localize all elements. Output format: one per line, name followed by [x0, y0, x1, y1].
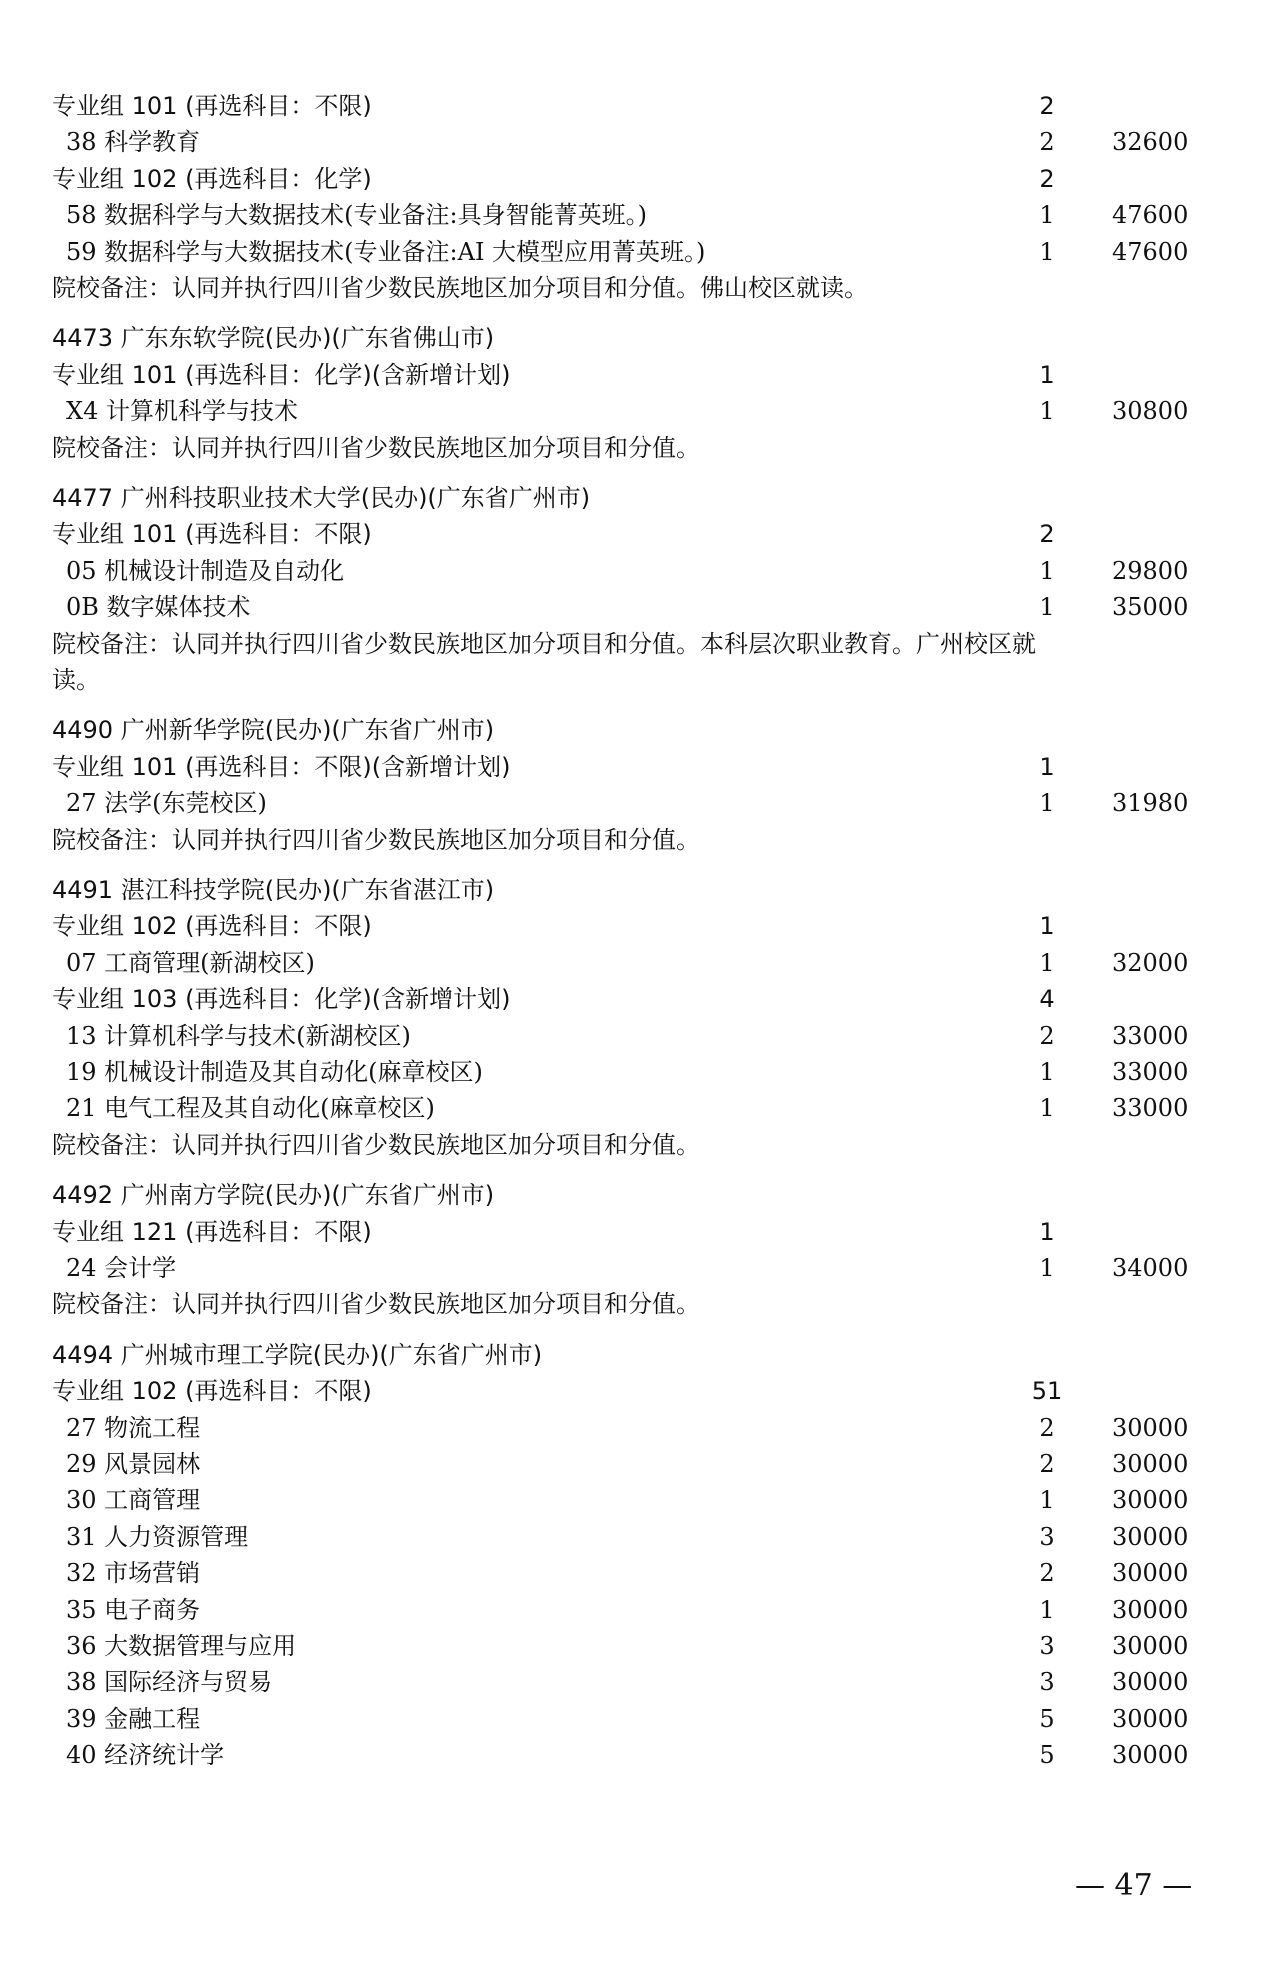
major-line: [52, 1519, 1232, 1556]
tuition-fee: 30000: [1112, 1559, 1189, 1588]
tuition-fee: 47600: [1112, 237, 1189, 266]
major-group-line: [52, 1214, 1232, 1251]
school-note-line: [52, 822, 1232, 859]
major-name: 59 数据科学与大数据技术(专业备注:AI 大模型应用菁英班。): [66, 237, 706, 266]
school-note-text: 认同并执行四川省少数民族地区加分项目和分值。本科层次职业教育。广州校区就: [172, 629, 1036, 658]
school-note-line: [52, 1286, 1232, 1323]
school-note-line: [52, 270, 1232, 307]
major-line: [52, 1628, 1232, 1665]
tuition-fee: 33000: [1112, 1058, 1189, 1086]
major-line: [52, 785, 1232, 822]
tuition-fee: 30000: [1112, 1486, 1189, 1515]
tuition-fee: 30000: [1112, 1595, 1189, 1624]
major-group-line: [52, 88, 1232, 125]
tuition-fee: 33000: [1112, 1021, 1189, 1050]
major-group-title: 专业组 101 (再选科目：不限): [52, 520, 372, 549]
group-plan-count: 2: [1039, 164, 1055, 193]
group-plan-count: 1: [1039, 912, 1055, 941]
school-note-continuation: [52, 662, 1232, 699]
tuition-fee: 29800: [1112, 556, 1189, 585]
school-note-text: 认同并执行四川省少数民族地区加分项目和分值。佛山校区就读。: [172, 274, 868, 302]
plan-count: 1: [1039, 556, 1055, 585]
plan-count: 3: [1039, 1522, 1055, 1551]
major-line: [52, 553, 1232, 590]
group-plan-count: 2: [1039, 92, 1055, 120]
school-note-label: 院校备注：: [52, 1130, 172, 1159]
major-line: [52, 1250, 1232, 1287]
school-name: 4491 湛江科技学院(民办)(广东省湛江市): [52, 876, 495, 904]
plan-count: 1: [1039, 948, 1055, 977]
school-name: 4494 广州城市理工学院(民办)(广东省广州市): [52, 1340, 543, 1369]
major-line: [52, 945, 1232, 982]
plan-count: 1: [1039, 1058, 1055, 1086]
plan-count: 5: [1039, 1704, 1055, 1733]
major-name: 27 法学(东莞校区): [66, 789, 267, 818]
major-name: 30 工商管理: [66, 1486, 201, 1515]
major-line: [52, 1018, 1232, 1055]
major-name: 29 风景园林: [66, 1450, 201, 1478]
major-line: [52, 1410, 1232, 1447]
group-plan-count: 1: [1039, 360, 1055, 389]
plan-count: 1: [1039, 237, 1055, 266]
major-name: 19 机械设计制造及其自动化(麻章校区): [66, 1058, 483, 1086]
plan-count: 1: [1039, 593, 1055, 622]
major-name: 38 科学教育: [66, 128, 201, 157]
school-name: 4492 广州南方学院(民办)(广东省广州市): [52, 1181, 495, 1210]
school-header: [52, 712, 1232, 749]
tuition-fee: 30000: [1112, 1704, 1189, 1733]
major-name: 31 人力资源管理: [66, 1522, 249, 1551]
tuition-fee: 30000: [1112, 1668, 1189, 1697]
major-name: 32 市场营销: [66, 1559, 201, 1588]
tuition-fee: 32600: [1112, 128, 1189, 157]
plan-count: 1: [1039, 1486, 1055, 1515]
plan-count: 2: [1039, 1021, 1055, 1050]
tuition-fee: 32000: [1112, 948, 1189, 977]
tuition-fee: 30000: [1112, 1413, 1189, 1442]
major-line: [52, 1701, 1232, 1738]
major-group-title: 专业组 101 (再选科目：不限)(含新增计划): [52, 752, 511, 781]
major-group-title: 专业组 101 (再选科目：化学)(含新增计划): [52, 360, 511, 389]
plan-count: 3: [1039, 1632, 1055, 1660]
school-name: 4477 广州科技职业技术大学(民办)(广东省广州市): [52, 484, 591, 512]
major-line: [52, 1090, 1232, 1127]
plan-count: 2: [1039, 1413, 1055, 1442]
major-line: [52, 589, 1232, 626]
school-note-text: 认同并执行四川省少数民族地区加分项目和分值。: [172, 433, 700, 462]
note-continuation-text: 读。: [52, 666, 100, 694]
major-name: 24 会计学: [66, 1254, 177, 1282]
major-group-line: [52, 161, 1232, 198]
major-group-line: [52, 516, 1232, 553]
plan-count: 1: [1039, 1094, 1055, 1123]
major-group-title: 专业组 102 (再选科目：不限): [52, 1377, 372, 1406]
plan-count: 1: [1039, 397, 1055, 426]
major-line: [52, 1592, 1232, 1629]
major-line: [52, 1054, 1232, 1091]
plan-count: 1: [1039, 1254, 1055, 1282]
major-line: [52, 234, 1232, 271]
major-name: 13 计算机科学与技术(新湖校区): [66, 1021, 411, 1050]
school-note-label: 院校备注：: [52, 433, 172, 462]
major-name: X4 计算机科学与技术: [66, 397, 298, 426]
group-plan-count: 2: [1039, 520, 1055, 549]
major-name: 40 经济统计学: [66, 1741, 225, 1770]
major-group-line: [52, 1373, 1232, 1410]
tuition-fee: 30000: [1112, 1522, 1189, 1551]
school-name: 4473 广东东软学院(民办)(广东省佛山市): [52, 324, 495, 353]
major-line: [52, 1737, 1232, 1774]
major-name: 07 工商管理(新湖校区): [66, 948, 315, 977]
school-note-label: 院校备注：: [52, 629, 172, 658]
major-name: 27 物流工程: [66, 1413, 201, 1442]
plan-count: 5: [1039, 1741, 1055, 1770]
tuition-fee: 47600: [1112, 201, 1189, 230]
group-plan-count: 1: [1039, 1217, 1055, 1246]
major-group-title: 专业组 102 (再选科目：不限): [52, 912, 372, 941]
plan-count: 2: [1039, 1559, 1055, 1588]
plan-count: 3: [1039, 1668, 1055, 1697]
tuition-fee: 35000: [1112, 593, 1189, 622]
school-note-text: 认同并执行四川省少数民族地区加分项目和分值。: [172, 1290, 700, 1319]
school-note-text: 认同并执行四川省少数民族地区加分项目和分值。: [172, 825, 700, 854]
tuition-fee: 31980: [1112, 789, 1189, 818]
school-note-line: [52, 626, 1232, 663]
tuition-fee: 30800: [1112, 397, 1189, 426]
major-line: [52, 1482, 1232, 1519]
major-group-title: 专业组 103 (再选科目：化学)(含新增计划): [52, 985, 511, 1014]
plan-count: 2: [1039, 128, 1055, 157]
major-group-line: [52, 749, 1232, 786]
group-plan-count: 1: [1039, 752, 1055, 781]
tuition-fee: 30000: [1112, 1632, 1189, 1660]
plan-count: 1: [1039, 789, 1055, 818]
major-group-line: [52, 357, 1232, 394]
major-name: 35 电子商务: [66, 1595, 201, 1624]
major-name: 39 金融工程: [66, 1704, 201, 1733]
school-note-label: 院校备注：: [52, 274, 172, 302]
plan-count: 1: [1039, 1595, 1055, 1624]
major-group-line: [52, 908, 1232, 945]
major-name: 21 电气工程及其自动化(麻章校区): [66, 1094, 435, 1123]
group-plan-count: 51: [1031, 1377, 1063, 1406]
group-plan-count: 4: [1039, 985, 1055, 1014]
major-group-title: 专业组 101 (再选科目：不限): [52, 92, 372, 120]
major-group-title: 专业组 102 (再选科目：化学): [52, 164, 372, 193]
major-line: [52, 1664, 1232, 1701]
school-note-line: [52, 430, 1232, 467]
tuition-fee: 30000: [1112, 1450, 1189, 1478]
major-name: 05 机械设计制造及自动化: [66, 556, 345, 585]
major-line: [52, 1446, 1232, 1483]
major-name: 0B 数字媒体技术: [66, 593, 251, 622]
school-header: [52, 480, 1232, 517]
plan-count: 2: [1039, 1450, 1055, 1478]
major-name: 36 大数据管理与应用: [66, 1632, 297, 1660]
plan-count: 1: [1039, 201, 1055, 230]
school-note-label: 院校备注：: [52, 1290, 172, 1319]
tuition-fee: 30000: [1112, 1741, 1189, 1770]
major-group-title: 专业组 121 (再选科目：不限): [52, 1217, 372, 1246]
school-note-text: 认同并执行四川省少数民族地区加分项目和分值。: [172, 1130, 700, 1159]
major-name: 38 国际经济与贸易: [66, 1668, 273, 1697]
school-header: [52, 320, 1232, 357]
page-number: — 47 —: [1075, 1868, 1193, 1903]
school-header: [52, 872, 1232, 909]
major-line: [52, 393, 1232, 430]
school-header: [52, 1177, 1232, 1214]
tuition-fee: 33000: [1112, 1094, 1189, 1123]
tuition-fee: 34000: [1112, 1254, 1189, 1282]
major-line: [52, 197, 1232, 234]
major-line: [52, 124, 1232, 161]
major-name: 58 数据科学与大数据技术(专业备注:具身智能菁英班。): [66, 201, 647, 230]
major-line: [52, 1555, 1232, 1592]
school-note-label: 院校备注：: [52, 825, 172, 854]
major-group-line: [52, 981, 1232, 1018]
school-header: [52, 1337, 1232, 1374]
school-note-line: [52, 1127, 1232, 1164]
school-name: 4490 广州新华学院(民办)(广东省广州市): [52, 716, 495, 745]
